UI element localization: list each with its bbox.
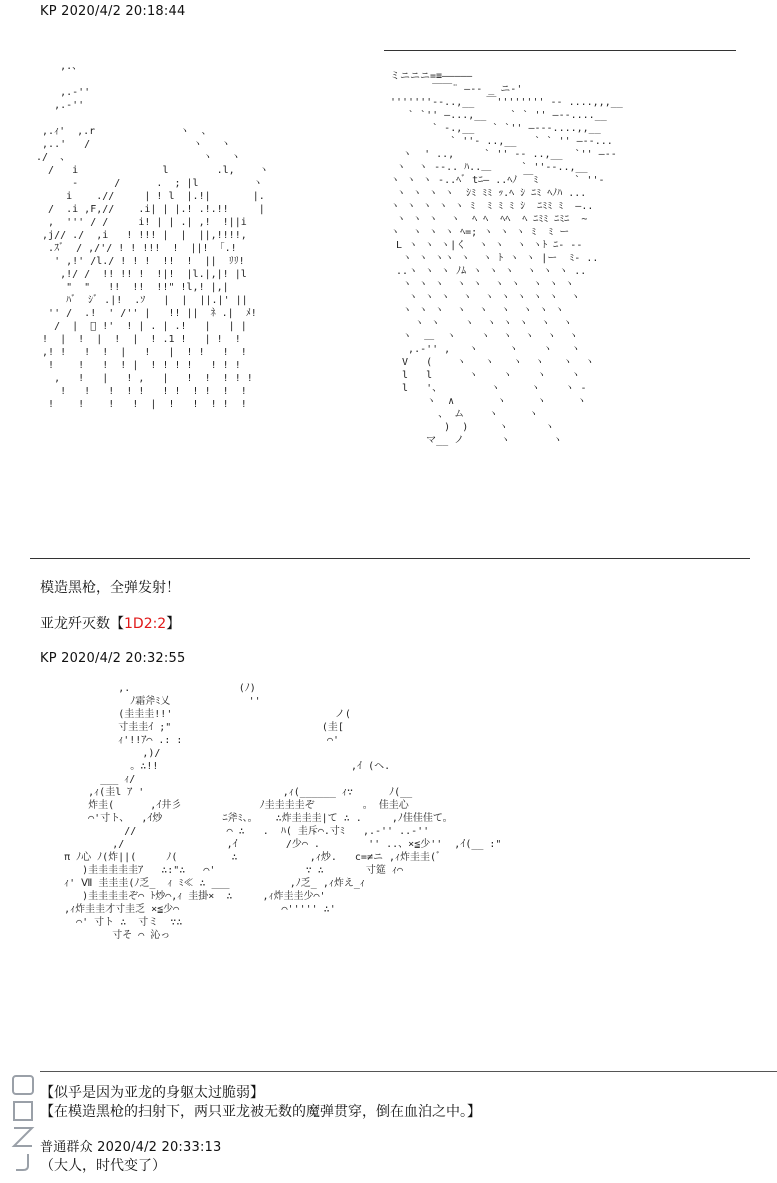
post-header	[40, 1136, 221, 1155]
post-author: KP	[40, 651, 57, 666]
dmzj-watermark	[10, 1072, 38, 1172]
art-right-block: ミニニニ=≡――――― ￣￣¨ ―-- _ ニ-' '''''''--..,__ ￣'''''''' -- ....,,,__ ` `'' ―...,__ ` ` '' ―--....__ ` -.,__ ` `'' ―---....,,__ ` ''- ..,__ ` ` '' ―--... ヽ ' .., ` '' ‐- ..,__ `'' ―-- ヽ ヽ ‐-.. ﾊ..＿ ` ''‐-..,__ ヽ ヽ ヽ ‐..ﾍﾞ tﾆ― ..ﾍﾉ ￣ﾐ ` ''- ヽ ヽ ヽ ヽ ｼﾐ ﾐﾐ ｯ.ﾍ ｼ ﾆﾐ ﾍﾉﾊ ... ヽ ヽ ヽ ヽ ヽ ﾐ ﾐ ﾐ ﾐ ｼ ﾆﾐﾐ ﾐ ―.. ヽ ヽ ヽ ヽ ﾍ ﾍ ﾍﾍ ﾍ ﾆﾐﾐ ﾆﾐﾆ ~ ヽ ヽ ヽ ヽ ﾍ=; ヽ ヽ ヽ ﾐ ﾐ ー L ヽ ヽ ヽ|く ヽ ヽ ヽ ヽﾄ ﾆ- ‐- ヽ ヽ ヽヽ ヽ ヽ ﾄ ヽ ヽ |ー ﾐ‐ .. ..ヽ ヽ ヽ ﾉﾑ ヽ ヽ ヽ ヽ ヽ ヽ .. ヽ ヽ ヽ ヽ ヽ ヽ ヽ ヽ ヽ ヽ ヽ ヽ ヽ ヽ ヽ ヽ ヽ ヽ ヽ ヽ ヽ ヽ ヽ ヽ ヽ ヽ ヽ ヽ ヽ ヽ ヽ ヽ ヽ ヽ ヽ ヽ ヽ ヽ ＿ ヽ ヽ ヽ ヽ ヽ ヽ ,.-'' , ヽ ヽ ヽ ヽ V ( ヽ ヽ ヽ ヽ ヽ ヽ l l ヽ ヽ ヽ ヽ l '、 ヽ ヽ ヽ - ヽ ∧ ヽ ヽ ヽ 、 ム ヽ ヽ ) ) ヽ ヽ マ__ ノ ヽ ヽ	[390, 71, 623, 446]
dice-roll-label: 亚龙歼灭数【	[40, 616, 124, 632]
post-timestamp: 2020/4/2 20:32:55	[61, 651, 186, 666]
post-timestamp: 2020/4/2 20:18:44	[61, 4, 186, 19]
art-line	[384, 50, 736, 51]
watermark-logo-icon	[10, 1072, 38, 1172]
art-left-block: ,.、 ,.-'' ,.-'' ,.ｨ' ,.r ヽ 、 ,..' / ヽ ヽ ./ 、 ヽ ヽ / i l .l, ヽ - / . ; |l ヽ i .// | ! l |.!| |. / .i ,F,// .i| | |.! .!.!! | , ''' / / i! | | .| ,! !||i ,j// ./ ,i ! !!! | | ||,!!!!, .ｽﾞ / ,/'/ ! ! !!! ! ||! 「.! ' ,!' /l./ ! ! ! !! ! || ﾘﾘ! ,!/ / !! !! ! !|! |l.|,|! |l " " !! !! !!" !l,! |,| ﾊﾞ ｼﾞ .|! .ｿ | | ||.|' || '' / .! ' /'' | !! || ﾈ .| ﾒ! / | ﾞ !' ! | . | .! | | | ! | ! | ! | ! .1 ! | ! ! ,! ! ! ! | ! | ! ! ! ! ! ! ! ! | ! ! ! ! ! ! ! , ! | ! , | ! ! ! ! ! ! ! ! ! ! ! ! ! ! ! ! ! ! ! ! | ! ! ! ! !	[36, 61, 269, 410]
post-message: （大人，时代变了）	[40, 1158, 166, 1174]
ascii-art-scene-2	[40, 682, 760, 1022]
post-message: 模造黑枪，全弹发射！	[40, 580, 180, 596]
dice-roll-value: 1D2:2	[124, 616, 167, 632]
ascii-art-scene-1	[30, 44, 750, 562]
art-ground-line	[30, 558, 750, 559]
narration-line: 【似乎是因为亚龙的身躯太过脆弱】	[40, 1085, 264, 1101]
dice-roll-suffix: 】	[166, 616, 181, 632]
narration-line: 【在模造黑枪的扫射下，两只亚龙被无数的魔弹贯穿，倒在血泊之中。】	[40, 1104, 481, 1120]
dice-roll	[40, 613, 180, 633]
section-divider	[40, 1071, 777, 1072]
post-author: KP	[40, 4, 57, 19]
art-scene2-block: ,. (ﾉ) ﾉ霜斧ﾐ乂 '' (圭圭圭!!' ノ( 寸圭圭ｲ ;" (圭[ ｨ'!!ｱ⌒ .: : ⌒' ,)/ 。∴!! ,ｲ (ヘ. ___ ｨ/ ,ｨ(圭l ｱ ' ,ｨ(______ ｨ∵ ﾉ(__ 炸圭( ,ｲ井彡 ﾉ圭圭圭圭ぞ 。 佳圭心 ⌒'寸ト、 ,ｲ炒 ﾆ斧ﾐ、。 ∴炸圭圭圭|て ∴ . ,ﾉ佳佳佳て。 // ⌒ ∴ . ﾊ( 圭斥⌒.寸ﾐ ,.-'' ..-'' ,/ ,ｲ /少⌒ . '' ..、×≦少'' ,ｲ(__ :" π ﾉ心 ﾉ(炸||( ﾉ( ∴ ,ｨ炒. c=≠ニ ,ｨ炸圭圭(ﾞ )圭圭圭圭圭ｱ ∴:"∴ ⌒' ∵ ∴ 寸筵 ｨ⌒ ｨ' Ⅶ 圭圭圭(ﾉ乏_ ｨ ﾐ≪ ∴ ___ ,ﾉ乏_ ,ｨ炸え_ｨ )圭圭圭圭ぞ⌒ ﾄ炒⌒,ｨ 圭掛× ∴ ,ｨ炸圭圭少⌒' ,ｨ炸圭圭才寸圭乏 ×≦少⌒ ⌒''''' ∴' ⌒' 寸ト ∴ 寸ミ ∵∴ 寸そ ⌒ 沁っ	[40, 683, 502, 941]
post-timestamp: 2020/4/2 20:33:13	[97, 1140, 222, 1155]
art-label: ミニニニ=≡―――――	[390, 71, 473, 82]
post-header	[40, 4, 185, 19]
art-label: (ﾉ)	[238, 683, 256, 694]
post-header	[40, 651, 185, 666]
post-author: 普通群众	[40, 1140, 93, 1155]
